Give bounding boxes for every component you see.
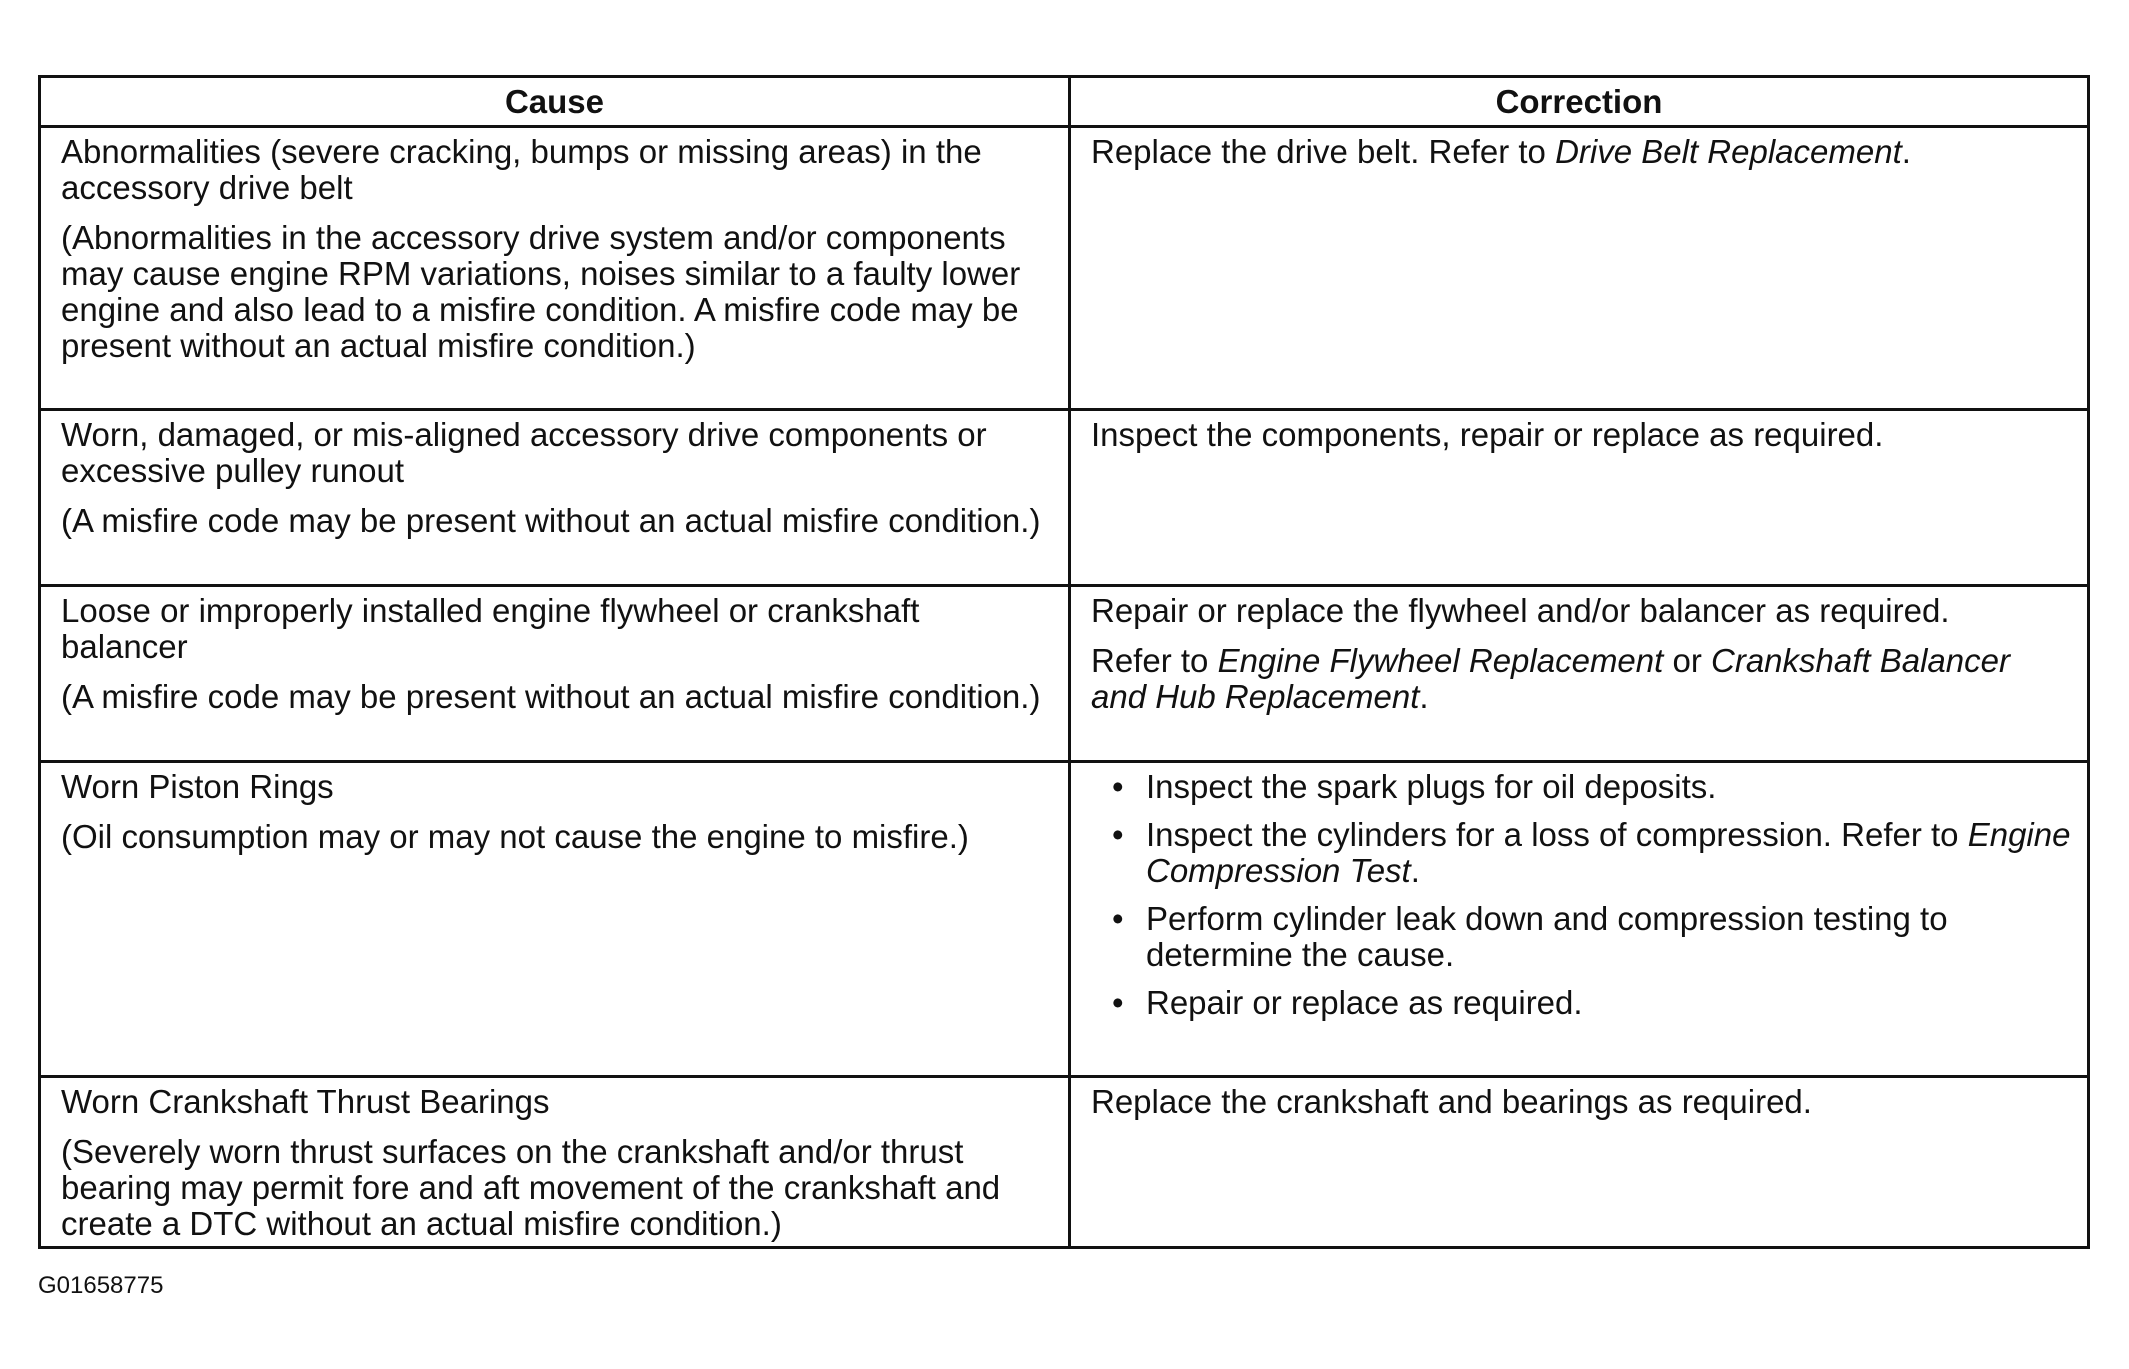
reference-link: Drive Belt Replacement <box>1555 133 1902 170</box>
list-item: • Inspect the spark plugs for oil deposits. <box>1112 768 1717 805</box>
correction-text: Inspect the components, repair or replace as required. <box>1091 416 1884 453</box>
row-5-correction <box>1071 1078 2087 1246</box>
figure-id: G01658775 <box>38 1272 164 1299</box>
cause-correction-table <box>38 75 2090 1249</box>
reference-link: Crankshaft Balancer and Hub Replacement <box>1091 642 2010 715</box>
correction-text: Replace the drive belt. Refer to Drive Belt Replacement. <box>1091 133 1911 170</box>
cause-note: (Oil consumption may or may not cause the engine to misfire.) <box>61 818 969 855</box>
cause-text: Worn, damaged, or mis-aligned accessory drive components or excessive pulley runout <box>61 416 987 489</box>
cause-note: (A misfire code may be present without an actual misfire condition.) <box>61 502 1041 539</box>
reference-link: Engine Flywheel Replacement <box>1217 642 1664 679</box>
cause-text: Worn Piston Rings <box>61 768 334 805</box>
bullet-icon: • <box>1112 984 1124 1021</box>
bullet-icon: • <box>1112 816 1124 853</box>
correction-text: Repair or replace the flywheel and/or balancer as required. <box>1091 592 1950 629</box>
row-2-cause <box>41 411 1071 587</box>
header-correction: Correction <box>1071 78 2087 128</box>
correction-text: Replace the crankshaft and bearings as required. <box>1091 1083 1812 1120</box>
row-1-correction <box>1071 128 2087 411</box>
row-4-cause <box>41 763 1071 1078</box>
correction-bullet-list <box>1091 769 2073 1021</box>
cause-text: Abnormalities (severe cracking, bumps or missing areas) in the accessory drive belt <box>61 133 982 206</box>
cause-note: (Severely worn thrust surfaces on the crankshaft and/or thrust bearing may permit fore and aft movement of the crankshaft and create a DTC without an actual misfire condition.) <box>61 1133 1001 1242</box>
row-3-cause <box>41 587 1071 763</box>
list-item: • Inspect the cylinders for a loss of compression. Refer to Engine Compression Test. <box>1112 816 2071 889</box>
bullet-icon: • <box>1112 900 1124 937</box>
row-1-cause <box>41 128 1071 411</box>
row-3-correction <box>1071 587 2087 763</box>
reference-link: Engine Compression Test <box>1146 816 2071 889</box>
row-2-correction <box>1071 411 2087 587</box>
cause-note: (A misfire code may be present without an actual misfire condition.) <box>61 678 1041 715</box>
cause-text: Worn Crankshaft Thrust Bearings <box>61 1083 550 1120</box>
bullet-icon: • <box>1112 768 1124 805</box>
cause-note: (Abnormalities in the accessory drive system and/or components may cause engine RPM variations, noises similar to a faulty lower engine and also lead to a misfire condition. A misfire code may be present without an actual misfire condition.) <box>61 219 1021 364</box>
row-4-correction <box>1071 763 2087 1078</box>
list-item: • Perform cylinder leak down and compression testing to determine the cause. <box>1112 900 1948 973</box>
header-cause: Cause <box>41 78 1071 128</box>
correction-reference: Refer to Engine Flywheel Replacement or Crankshaft Balancer and Hub Replacement. <box>1091 642 2010 715</box>
row-5-cause <box>41 1078 1071 1246</box>
list-item: • Repair or replace as required. <box>1112 984 1583 1021</box>
cause-text: Loose or improperly installed engine flywheel or crankshaft balancer <box>61 592 920 665</box>
